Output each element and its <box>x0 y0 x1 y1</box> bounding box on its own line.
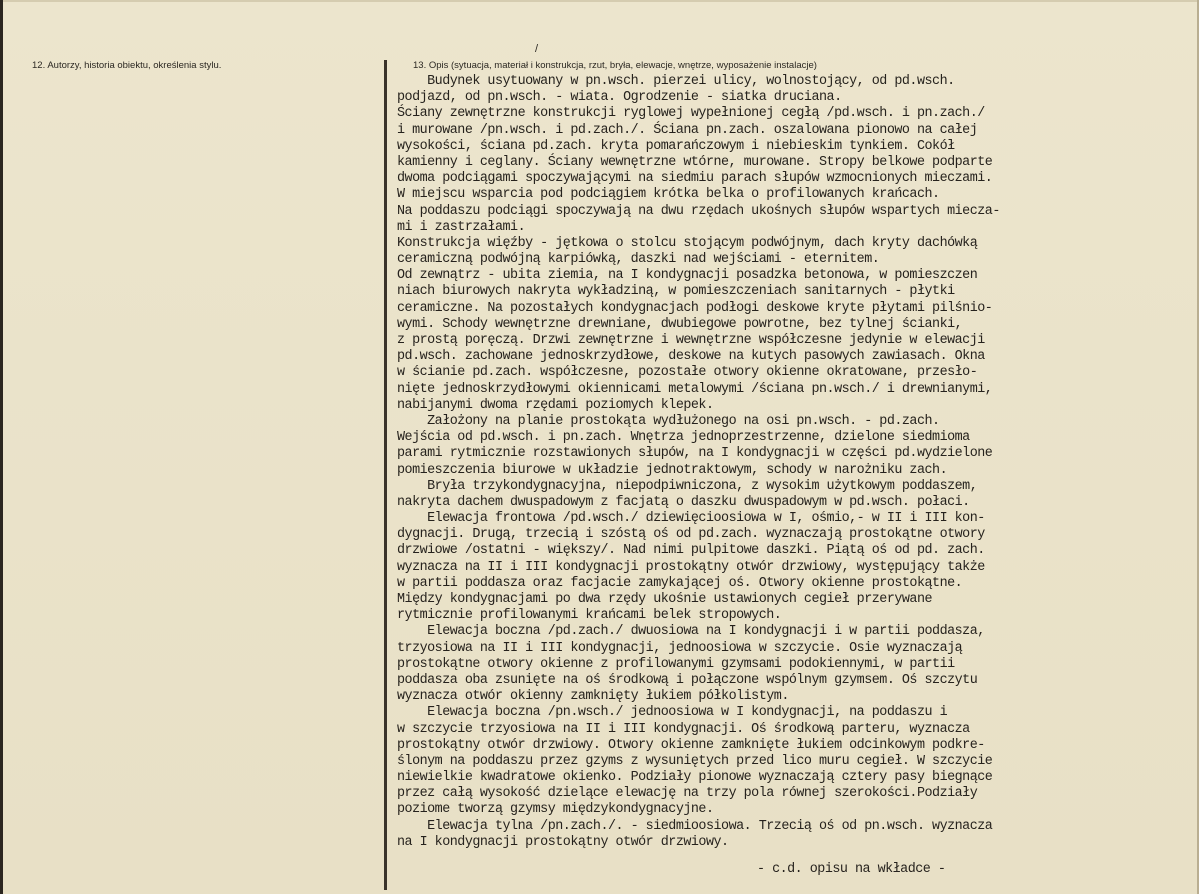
description-line: niewielkie kwadratowe okienko. Podziały pionowe wyznaczają cztery pasy biegnące <box>397 770 993 786</box>
description-line: Bryła trzykondygnacyjna, niepodpiwniczona, z wysokim użytkowym poddaszem, <box>397 478 978 494</box>
tick-mark: / <box>535 43 539 55</box>
description-line: poddasza oba zsunięte na oś środkową i połączone wspólnym gzymsem. Oś szczytu <box>397 672 978 688</box>
continuation-note: - c.d. opisu na wkładce - <box>757 862 946 877</box>
description-line: przez całą wysokość dzielące elewację na trzy pola równej szerokości.Podziały <box>397 786 978 802</box>
description-line: wyznacza na II i III kondygnacji prostokątny otwór drzwiowy, występujący także <box>397 559 985 575</box>
description-line: poziome tworzą gzymsy międzykondygnacyjne. <box>397 802 714 818</box>
description-line: Elewacja frontowa /pd.wsch./ dziewięcioosiowa w I, ośmio,- w II i III kon- <box>397 511 985 527</box>
description-line: Elewacja boczna /pn.wsch./ jednoosiowa w I kondygnacji, na poddaszu i <box>397 705 948 721</box>
description-line: Elewacja boczna /pd.zach./ dwuosiowa na I kondygnacji i w partii poddasza, <box>397 624 985 640</box>
description-line: w szczycie trzyosiowa na II i III kondygnacji. Oś środkową parteru, wyznacza <box>397 721 970 737</box>
description-line: i murowane /pn.wsch. i pd.zach./. Ściana pn.zach. oszalowana pionowo na całej <box>397 122 978 138</box>
description-line: wysokości, ściana pd.zach. kryta pomarańczowym i niebieskim tynkiem. Cokół <box>397 138 955 154</box>
description-line: ceramiczne. Na pozostałych kondygnacjach podłogi deskowe kryte płytami pilśnio- <box>397 300 993 316</box>
description-line: Wejścia od pd.wsch. i pn.zach. Wnętrza jednoprzestrzenne, dzielone siedmioma <box>397 430 970 446</box>
description-line: pomieszczenia biurowe w układzie jednotraktowym, schody w narożniku zach. <box>397 462 948 478</box>
description-line: ślonym na poddaszu przez gzyms z wysuniętych przed lico muru cegieł. W szczycie <box>397 753 993 769</box>
description-line: na I kondygnacji prostokątny otwór drzwiowy. <box>397 834 729 850</box>
description-line: niach biurowych nakryta wykładziną, w pomieszczeniach sanitarnych - płytki <box>397 284 955 300</box>
description-line: ceramiczną podwójną karpiówką, daszki nad wejściami - eternitem. <box>397 252 880 268</box>
description-line: W miejscu wsparcia pod podciągiem krótka belka o profilowanych krańcach. <box>397 187 940 203</box>
description-line: Od zewnątrz - ubita ziemia, na I kondygnacji posadzka betonowa, w pomieszczen <box>397 268 978 284</box>
description-line: parami rytmicznie rozstawionych słupów, na I kondygnacji w części pd.wydzielone <box>397 446 993 462</box>
description-line: Na poddaszu podciągi spoczywają na dwu rzędach ukośnych słupów wspartych miecza- <box>397 203 1000 219</box>
column-divider <box>384 60 387 890</box>
description-line: pd.wsch. zachowane jednoskrzydłowe, deskowe na kutych pasowych zawiasach. Okna <box>397 349 985 365</box>
description-line: nabijanymi dwoma rzędami poziomych klepek. <box>397 397 714 413</box>
description-line: Elewacja tylna /pn.zach./. - siedmioosiowa. Trzecią oś od pn.wsch. wyznacza <box>397 818 993 834</box>
description-line: wyznacza otwór okienny zamknięty łukiem półkolistym. <box>397 689 789 705</box>
left-edge <box>0 0 3 894</box>
description-line: mi i zastrzałami. <box>397 219 526 235</box>
description-line: rytmicznie profilowanymi krańcami belek stropowych. <box>397 608 782 624</box>
description-line: Założony na planie prostokąta wydłużonego na osi pn.wsch. - pd.zach. <box>397 413 940 429</box>
description-line: trzyosiowa na II i III kondygnacji, jednoosiowa w szczycie. Osie wyznaczają <box>397 640 963 656</box>
description-line: Między kondygnacjami po dwa rzędy ukośnie ustawionych cegieł przerywane <box>397 592 933 607</box>
description-line: w partii poddasza oraz facjacie zamykającej oś. Otwory okienne prostokątne. <box>397 575 963 591</box>
description-line: prostokątny otwór drzwiowy. Otwory okienne zamknięte łukiem odcinkowym podkre- <box>397 737 985 753</box>
field-12-label: 12. Autorzy, historia obiektu, określenia stylu. <box>32 60 222 71</box>
field-13-label: 13. Opis (sytuacja, materiał i konstrukcja, rzut, bryła, elewacje, wnętrze, wyposażenie instalacje) <box>413 60 817 71</box>
description-line: dygnacji. Drugą, trzecią i szóstą oś od pd.zach. wyznaczają prostokątne otwory <box>397 527 985 543</box>
description-line: drzwiowe /ostatni - większy/. Nad nimi pulpitowe daszki. Piątą oś od pd. zach. <box>397 543 985 559</box>
description-line: wymi. Schody wewnętrzne drewniane, dwubiegowe powrotne, bez tylnej ścianki, <box>397 316 963 332</box>
description-line: w ścianie pd.zach. współczesne, pozostałe otwory okienne okratowane, przesło- <box>397 365 978 381</box>
top-edge <box>0 0 1199 2</box>
description-line: Budynek usytuowany w pn.wsch. pierzei ulicy, wolnostojący, od pd.wsch. <box>397 74 955 89</box>
description-line: Ściany zewnętrzne konstrukcji ryglowej wypełnionej cegłą /pd.wsch. i pn.zach./ <box>397 106 985 122</box>
description-line: Konstrukcja więźby - jętkowa o stolcu stojącym podwójnym, dach kryty dachówką <box>397 235 978 251</box>
description-line: z prostą poręczą. Drzwi zewnętrzne i wewnętrzne współczesne jedynie w elewacji <box>397 333 985 348</box>
description-line: nakryta dachem dwuspadowym z facjatą o daszku dwuspadowym w pd.wsch. połaci. <box>397 494 970 510</box>
description-line: dwoma podciągami spoczywającymi na siedmiu parach słupów wzmocnionych mieczami. <box>397 171 993 187</box>
description-line: prostokątne otwory okienne z profilowanymi gzymsami podokiennymi, w partii <box>397 656 955 672</box>
description-line: podjazd, od pn.wsch. - wiata. Ogrodzenie - siatka druciana. <box>397 90 842 106</box>
description-line: kamienny i ceglany. Ściany wewnętrzne wtórne, murowane. Stropy belkowe podparte <box>397 154 993 170</box>
typed-description <box>397 74 1197 851</box>
description-line: nięte jednoskrzydłowymi okiennicami metalowymi /ściana pn.wsch./ i drewnianymi, <box>397 381 993 397</box>
